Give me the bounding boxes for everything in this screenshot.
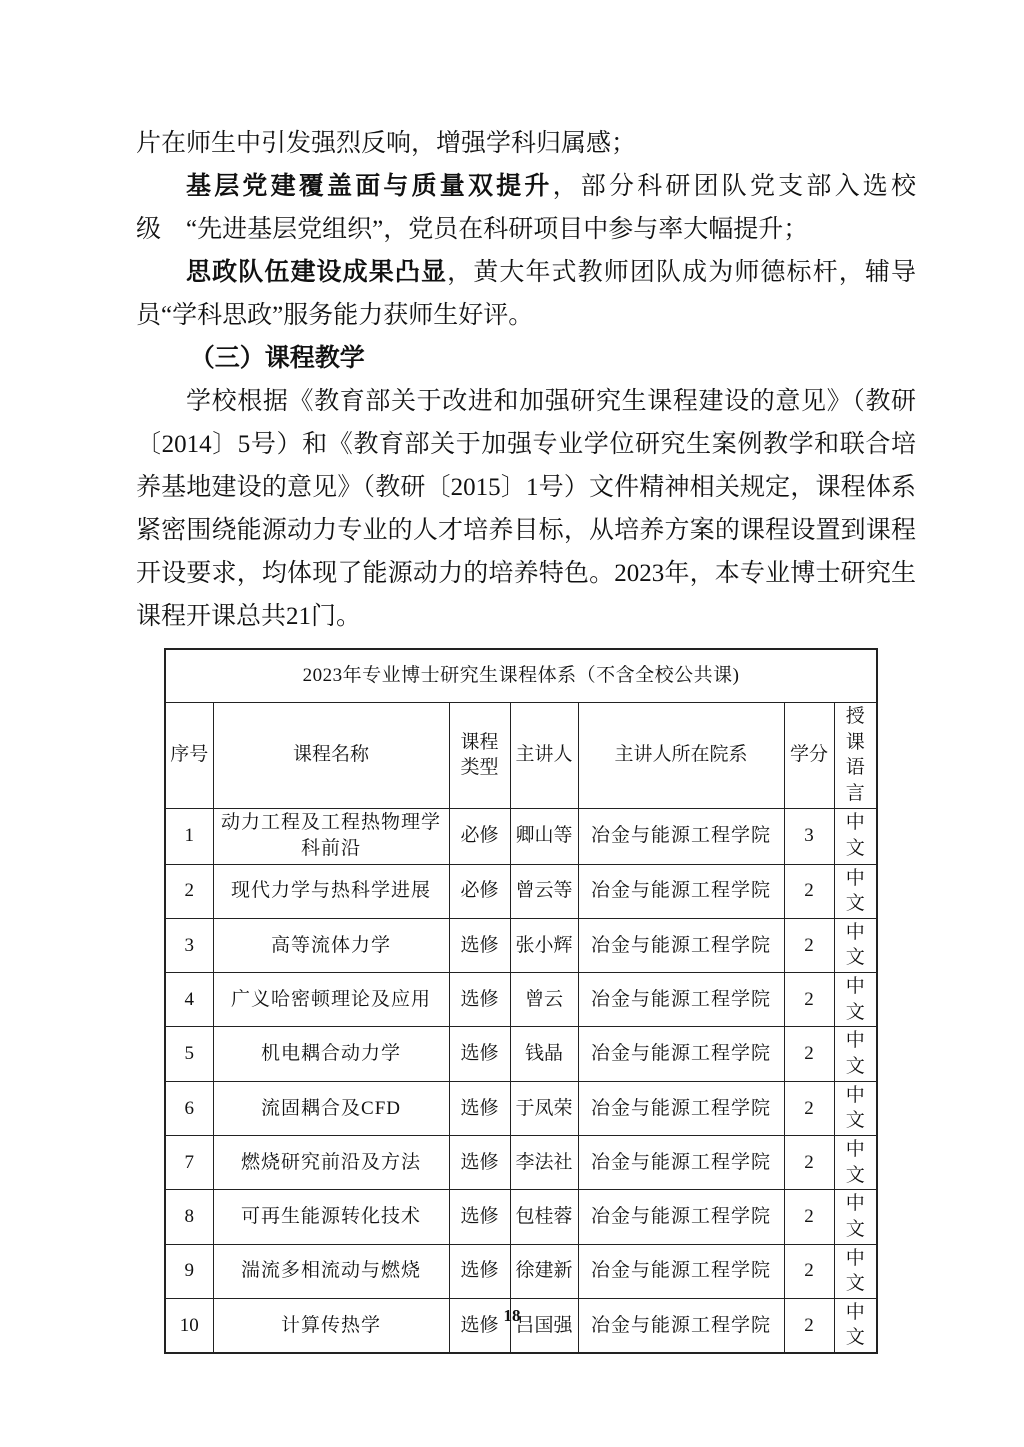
course-name-cell: 燃烧研究前沿及方法 bbox=[213, 1135, 449, 1189]
department-cell: 冶金与能源工程学院 bbox=[578, 1298, 784, 1353]
department-cell: 冶金与能源工程学院 bbox=[578, 973, 784, 1027]
lecturer-cell: 徐建新 bbox=[510, 1244, 578, 1298]
paragraph-body: 片在师生中引发强烈反响，增强学科归属感； bbox=[136, 130, 637, 157]
row-index-cell: 3 bbox=[165, 918, 213, 972]
department-cell: 冶金与能源工程学院 bbox=[578, 1135, 784, 1189]
language-cell: 中文 bbox=[834, 1027, 877, 1081]
paragraph-party-building bbox=[136, 165, 916, 251]
table-row bbox=[165, 1244, 877, 1298]
row-index-cell: 2 bbox=[165, 864, 213, 918]
lecturer-cell: 吕国强 bbox=[510, 1298, 578, 1353]
course-type-header: 课程类型 bbox=[449, 703, 510, 809]
course-type-cell: 选修 bbox=[449, 1027, 510, 1081]
lecturer-cell: 曾云等 bbox=[510, 864, 578, 918]
course-name-cell: 高等流体力学 bbox=[213, 918, 449, 972]
table-row bbox=[165, 918, 877, 972]
language-cell: 中文 bbox=[834, 864, 877, 918]
table-row bbox=[165, 1190, 877, 1244]
credits-cell: 2 bbox=[784, 973, 834, 1027]
course-type-cell: 选修 bbox=[449, 1135, 510, 1189]
lecturer-cell: 包桂蓉 bbox=[510, 1190, 578, 1244]
credits-cell: 2 bbox=[784, 1298, 834, 1353]
course-type-cell: 选修 bbox=[449, 1190, 510, 1244]
course-table bbox=[164, 648, 878, 1354]
language-cell: 中文 bbox=[834, 918, 877, 972]
course-name-cell: 计算传热学 bbox=[213, 1298, 449, 1353]
lecturer-cell: 张小辉 bbox=[510, 918, 578, 972]
language-cell: 中文 bbox=[834, 1190, 877, 1244]
table-row bbox=[165, 1027, 877, 1081]
lecturer-cell: 钱晶 bbox=[510, 1027, 578, 1081]
paragraph-body: ，部分科研团队党支部入选校级 “先进基层党组织”，党员在科研项目中参与率大幅提升； bbox=[136, 173, 916, 243]
course-name-cell: 机电耦合动力学 bbox=[213, 1027, 449, 1081]
body-text-block bbox=[136, 122, 916, 1354]
credits-cell: 2 bbox=[784, 1081, 834, 1135]
course-type-cell: 必修 bbox=[449, 864, 510, 918]
course-name-cell: 现代力学与热科学进展 bbox=[213, 864, 449, 918]
paragraph-lead: 基层党建覆盖面与质量双提升 bbox=[186, 173, 553, 200]
row-index-cell: 9 bbox=[165, 1244, 213, 1298]
department-cell: 冶金与能源工程学院 bbox=[578, 1027, 784, 1081]
credits-cell: 2 bbox=[784, 1027, 834, 1081]
course-table-wrapper bbox=[164, 648, 916, 1354]
row-index-cell: 1 bbox=[165, 808, 213, 864]
language-cell: 中文 bbox=[834, 1081, 877, 1135]
language-header: 授课语言 bbox=[834, 703, 877, 809]
table-row bbox=[165, 864, 877, 918]
credits-cell: 2 bbox=[784, 1135, 834, 1189]
department-cell: 冶金与能源工程学院 bbox=[578, 1081, 784, 1135]
department-cell: 冶金与能源工程学院 bbox=[578, 808, 784, 864]
course-type-cell: 选修 bbox=[449, 973, 510, 1027]
language-cell: 中文 bbox=[834, 1298, 877, 1353]
paragraph-continuation bbox=[136, 122, 916, 165]
paragraph-ideological-team bbox=[136, 251, 916, 337]
table-header-row bbox=[165, 703, 877, 809]
row-index-cell: 10 bbox=[165, 1298, 213, 1353]
course-type-cell: 选修 bbox=[449, 1298, 510, 1353]
table-row bbox=[165, 808, 877, 864]
credits-cell: 3 bbox=[784, 808, 834, 864]
table-row bbox=[165, 1135, 877, 1189]
table-title-row bbox=[165, 649, 877, 703]
table-row bbox=[165, 1081, 877, 1135]
lecturer-cell: 李法社 bbox=[510, 1135, 578, 1189]
section-heading-course-teaching: （三）课程教学 bbox=[189, 345, 365, 372]
paragraph-lead: 思政队伍建设成果凸显 bbox=[186, 259, 448, 286]
course-name-cell: 广义哈密顿理论及应用 bbox=[213, 973, 449, 1027]
serial-header: 序号 bbox=[165, 703, 213, 809]
course-name-cell: 湍流多相流动与燃烧 bbox=[213, 1244, 449, 1298]
course-type-cell: 选修 bbox=[449, 918, 510, 972]
language-cell: 中文 bbox=[834, 1244, 877, 1298]
lecturer-header: 主讲人 bbox=[510, 703, 578, 809]
paragraph-course-system-intro: 学校根据《教育部关于改进和加强研究生课程建设的意见》（教研〔2014〕5号）和《教育部关于加强专业学位研究生案例教学和联合培养基地建设的意见》（教研〔2015〕1号）文件精神相关规定，课程体系紧密围绕能源动力专业的人才培养目标，从培养方案的课程设置到课程开设要求，均体现了能源动力的培养特色。2023年，本专业博士研究生课程开课总共21门。 bbox=[136, 388, 916, 630]
credits-cell: 2 bbox=[784, 1244, 834, 1298]
row-index-cell: 8 bbox=[165, 1190, 213, 1244]
course-name-cell: 流固耦合及CFD bbox=[213, 1081, 449, 1135]
department-cell: 冶金与能源工程学院 bbox=[578, 1190, 784, 1244]
lecturer-cell: 曾云 bbox=[510, 973, 578, 1027]
course-type-cell: 选修 bbox=[449, 1244, 510, 1298]
language-cell: 中文 bbox=[834, 1135, 877, 1189]
course-type-cell: 必修 bbox=[449, 808, 510, 864]
credits-cell: 2 bbox=[784, 918, 834, 972]
course-rows bbox=[165, 808, 877, 1353]
department-cell: 冶金与能源工程学院 bbox=[578, 918, 784, 972]
row-index-cell: 4 bbox=[165, 973, 213, 1027]
course-type-cell: 选修 bbox=[449, 1081, 510, 1135]
credits-cell: 2 bbox=[784, 864, 834, 918]
language-cell: 中文 bbox=[834, 808, 877, 864]
course-name-cell: 动力工程及工程热物理学科前沿 bbox=[213, 808, 449, 864]
department-cell: 冶金与能源工程学院 bbox=[578, 864, 784, 918]
table-row bbox=[165, 973, 877, 1027]
row-index-cell: 5 bbox=[165, 1027, 213, 1081]
credits-header: 学分 bbox=[784, 703, 834, 809]
table-title: 2023年专业博士研究生课程体系（不含全校公共课) bbox=[165, 649, 877, 703]
language-cell: 中文 bbox=[834, 973, 877, 1027]
course-name-header: 课程名称 bbox=[213, 703, 449, 809]
department-cell: 冶金与能源工程学院 bbox=[578, 1244, 784, 1298]
lecturer-cell: 卿山等 bbox=[510, 808, 578, 864]
course-name-cell: 可再生能源转化技术 bbox=[213, 1190, 449, 1244]
lecturer-cell: 于凤荣 bbox=[510, 1081, 578, 1135]
row-index-cell: 6 bbox=[165, 1081, 213, 1135]
department-header: 主讲人所在院系 bbox=[578, 703, 784, 809]
page-number: 18 bbox=[503, 1306, 521, 1325]
credits-cell: 2 bbox=[784, 1190, 834, 1244]
paragraph-body: ，黄大年式教师团队成为师德标杆，辅导员“学科思政”服务能力获师生好评。 bbox=[136, 259, 916, 329]
row-index-cell: 7 bbox=[165, 1135, 213, 1189]
